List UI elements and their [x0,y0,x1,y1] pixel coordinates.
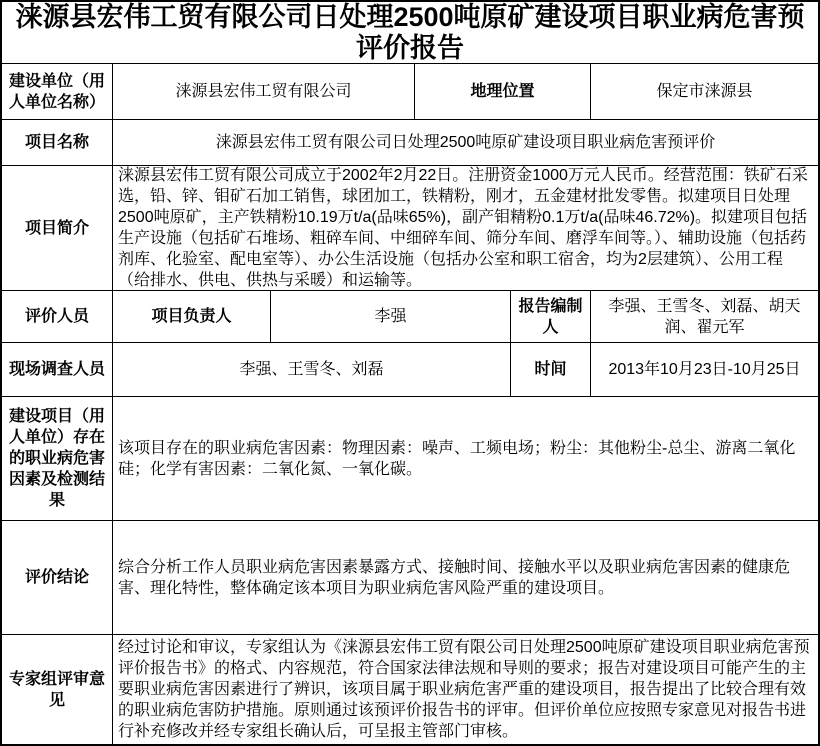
project-name-value: 涞源县宏伟工贸有限公司日处理2500吨原矿建设项目职业病危害预评价 [112,120,818,165]
project-name-label: 项目名称 [24,134,89,152]
hazard-factors-value: 该项目存在的职业病危害因素：物理因素：噪声、工频电场；粉尘：其他粉尘-总尘、游离二氧化硅；化学有害因素：二氧化氮、一氧化碳。 [112,397,818,520]
evaluators-label: 评价人员 [24,308,89,325]
row-expert-review [2,634,818,744]
row-project-intro [2,165,818,290]
expert-review-value: 经过讨论和审议，专家组认为《涞源县宏伟工贸有限公司日处理2500吨原矿建设项目职业病危害预评价报告书》的格式、内容规范，符合国家法律法规和导则的要求；报告对建设项目可能产生的主要职业病危害因素进行了辨识，该项目属于职业病危害严重的建设项目，报告提出了比较合理有效的职业病危害防护措施。原则通过该预评价报告书的评审。但评价单位应按照专家意见对报告书进行补充修改并经专家组长确认后，可呈报主管部门审核。 [112,635,818,744]
row-site-survey [2,342,818,396]
time-value: 2013年10月23日-10月25日 [590,343,818,396]
row-evaluators [2,290,818,342]
location-label: 地理位置 [414,64,590,119]
project-intro-label: 项目简介 [24,219,89,237]
report-writers-value: 李强、王雪冬、刘磊、胡天润、翟元军 [590,291,818,342]
project-leader-value: 李强 [270,291,510,342]
row-construction-unit [2,63,818,119]
report-writers-label: 报告编制人 [510,291,590,342]
expert-review-label: 专家组评审意见 [8,670,105,709]
project-intro-value: 涞源县宏伟工贸有限公司成立于2002年2月22日。注册资金1000万元人民币。经营范围：铁矿石采选，铅、锌、钼矿石加工销售，球团加工，铁精粉，刚才，五金建材批发零售。拟建项目日处理2500吨原矿，主产铁精粉10.19万t/a(品味65%)，副产钼精粉0.1万t/a(品味46.72%)。拟建项目包括生产设施（包括矿石堆场、粗碎车间、中细碎车间、筛分车间、磨浮车间等。）、辅助设施（包括药剂库、化验室、配电室等）、办公生活设施（包括办公室和职工宿舍，均为2层建筑）、公用工程（给排水、供电、供热与采暖）和运输等。 [112,166,818,290]
conclusion-label: 评价结论 [24,569,89,586]
construction-unit-value: 涞源县宏伟工贸有限公司 [112,64,414,119]
report-title: 涞源县宏伟工贸有限公司日处理2500吨原矿建设项目职业病危害预评价报告 [15,1,805,63]
location-value: 保定市涞源县 [590,64,818,119]
project-leader-label: 项目负责人 [112,291,270,342]
row-hazard-factors [2,396,818,520]
site-survey-value: 李强、王雪冬、刘磊 [112,343,510,396]
time-label: 时间 [510,343,590,396]
conclusion-value: 综合分析工作人员职业病危害因素暴露方式、接触时间、接触水平以及职业病危害因素的健康危害、理化特性，整体确定该本项目为职业病危害风险严重的建设项目。 [112,521,818,634]
construction-unit-label: 建设单位（用人单位名称） [8,72,105,111]
site-survey-label: 现场调查人员 [8,361,105,378]
row-conclusion [2,520,818,634]
row-project-name [2,119,818,165]
hazard-factors-label: 建设项目（用人单位）存在的职业病危害因素及检测结果 [8,408,105,509]
